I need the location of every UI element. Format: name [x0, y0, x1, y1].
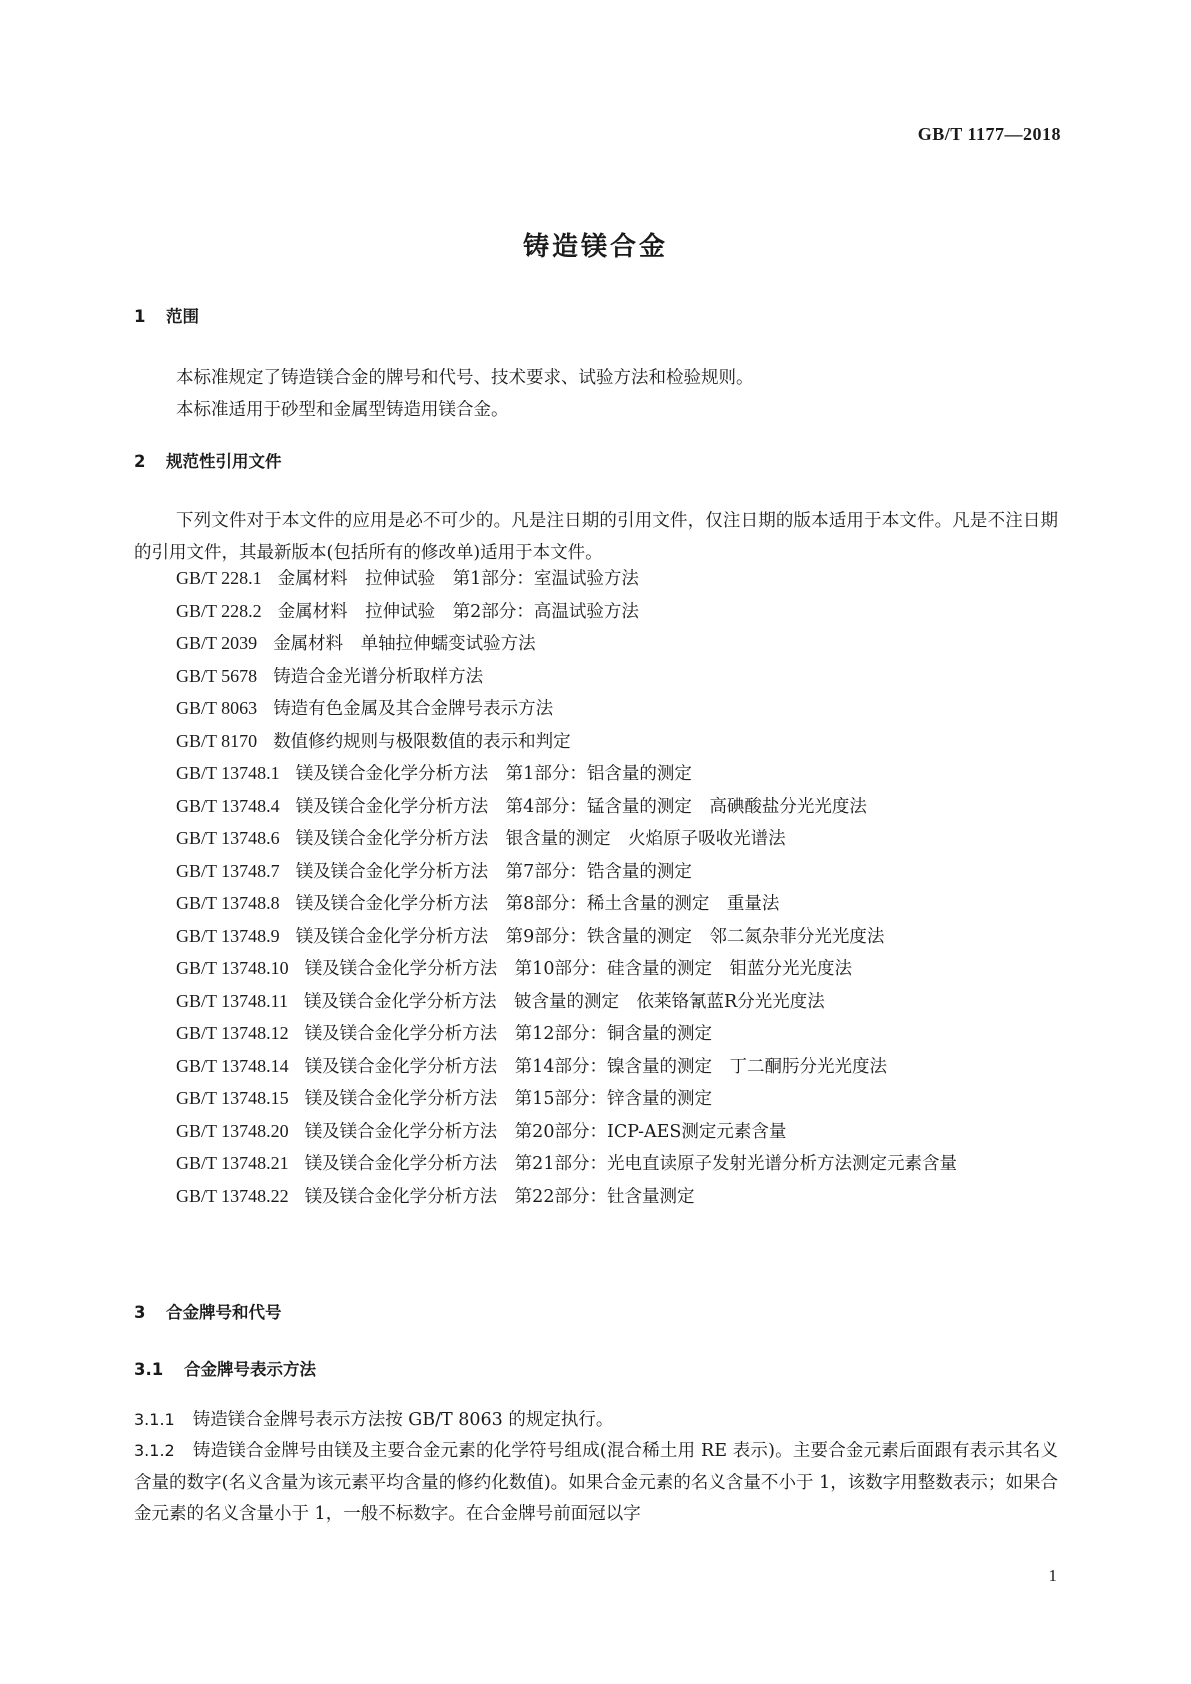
reference-item [134, 1181, 1058, 1214]
reference-code: GB/T 228.1 [176, 568, 262, 588]
reference-item [134, 986, 1058, 1019]
clause-number: 3.1.1 [134, 1410, 175, 1429]
clause-number: 3.1.2 [134, 1441, 175, 1460]
reference-title: 镁及镁合金化学分析方法 第21部分：光电直读原子发射光谱分析方法测定元素含量 [304, 1154, 957, 1174]
reference-title: 镁及镁合金化学分析方法 第12部分：铜含量的测定 [304, 1024, 712, 1044]
reference-title: 铸造有色金属及其合金牌号表示方法 [273, 699, 554, 719]
reference-code: GB/T 13748.12 [176, 1023, 289, 1043]
reference-title: 金属材料 拉伸试验 第1部分：室温试验方法 [277, 569, 639, 589]
reference-code: GB/T 13748.9 [176, 925, 280, 946]
reference-code: GB/T 13748.21 [176, 1153, 289, 1173]
reference-title: 铸造合金光谱分析取样方法 [273, 666, 484, 687]
section-title: 范围 [166, 307, 199, 326]
reference-code: GB/T 2039 [176, 633, 258, 653]
reference-item [134, 1148, 1058, 1181]
reference-title: 镁及镁合金化学分析方法 第14部分：镍含量的测定 丁二酮肟分光光度法 [304, 1056, 887, 1077]
reference-item [134, 1083, 1058, 1116]
reference-title: 数值修约规则与极限数值的表示和判定 [273, 731, 571, 752]
reference-code: GB/T 8063 [176, 698, 258, 718]
reference-item [134, 628, 1058, 661]
section-title: 规范性引用文件 [166, 452, 282, 471]
reference-item [134, 596, 1058, 629]
reference-item [134, 856, 1058, 889]
section-title: 合金牌号和代号 [166, 1303, 282, 1322]
reference-code: GB/T 13748.14 [176, 1055, 289, 1076]
page-number: 1 [1048, 1566, 1057, 1585]
reference-item [134, 953, 1058, 986]
reference-code: GB/T 13748.6 [176, 828, 280, 848]
document-title: 铸造镁合金 [522, 232, 668, 262]
reference-code: GB/T 13748.11 [176, 990, 289, 1011]
section-2-heading [134, 450, 282, 474]
reference-item [134, 823, 1058, 856]
reference-title: 金属材料 拉伸试验 第2部分：高温试验方法 [277, 601, 639, 622]
reference-item [134, 1018, 1058, 1051]
reference-code: GB/T 13748.20 [176, 1120, 289, 1141]
reference-item [134, 563, 1058, 596]
reference-title: 镁及镁合金化学分析方法 第22部分：钍含量测定 [304, 1186, 695, 1207]
reference-item [134, 1116, 1058, 1149]
reference-code: GB/T 8170 [176, 730, 258, 751]
reference-title: 镁及镁合金化学分析方法 第20部分：ICP-AES测定元素含量 [304, 1121, 787, 1142]
section-1-body [134, 363, 1058, 426]
reference-item [134, 758, 1058, 791]
clause-3-1-1 [134, 1404, 1058, 1437]
reference-code: GB/T 13748.8 [176, 893, 280, 913]
reference-title: 镁及镁合金化学分析方法 第7部分：锆含量的测定 [295, 861, 692, 882]
reference-code: GB/T 13748.1 [176, 763, 280, 783]
reference-code: GB/T 5678 [176, 665, 258, 686]
reference-title: 镁及镁合金化学分析方法 第4部分：锰含量的测定 高碘酸盐分光光度法 [295, 796, 867, 817]
reference-title: 镁及镁合金化学分析方法 第9部分：铁含量的测定 邻二氮杂菲分光光度法 [295, 926, 885, 947]
reference-item [134, 1051, 1058, 1084]
reference-title: 镁及镁合金化学分析方法 铍含量的测定 依莱铬氰蓝R分光光度法 [304, 991, 825, 1012]
reference-code: GB/T 13748.15 [176, 1088, 289, 1108]
section-number: 1 [134, 307, 146, 326]
reference-title: 镁及镁合金化学分析方法 第8部分：稀土含量的测定 重量法 [295, 894, 780, 914]
reference-title: 镁及镁合金化学分析方法 第15部分：锌含量的测定 [304, 1089, 712, 1109]
paragraph: 本标准适用于砂型和金属型铸造用镁合金。 [176, 399, 509, 420]
reference-item [134, 661, 1058, 694]
reference-code: GB/T 13748.22 [176, 1185, 289, 1206]
normative-reference-list [134, 563, 1058, 1213]
paragraph: 本标准规定了铸造镁合金的牌号和代号、技术要求、试验方法和检验规则。 [176, 368, 754, 388]
clause-text: 铸造镁合金牌号表示方法按 GB/T 8063 的规定执行。 [192, 1410, 614, 1430]
clause-text: 铸造镁合金牌号由镁及主要合金元素的化学符号组成(混合稀土用 RE 表示)。主要合金元素后面跟有表示其名义含量的数字(名义含量为该元素平均含量的修约化数值)。如果合金元素的名义含量不小于 1，该数字用整数表示；如果合金元素的名义含量小于 1，一般不标数字。在合金牌号前面冠以字 [134, 1441, 1058, 1524]
reference-title: 金属材料 单轴拉伸蠕变试验方法 [273, 634, 536, 654]
section-3-heading [134, 1301, 282, 1325]
subsection-3-1-heading [134, 1358, 316, 1382]
reference-item [134, 693, 1058, 726]
clause-3-1-2 [134, 1435, 1058, 1531]
reference-item [134, 726, 1058, 759]
section-number: 3 [134, 1303, 146, 1322]
subsection-number: 3.1 [134, 1360, 164, 1379]
reference-item [134, 921, 1058, 954]
reference-code: GB/T 13748.4 [176, 795, 280, 816]
document-code: GB/T 1177—2018 [917, 124, 1061, 144]
reference-item [134, 791, 1058, 824]
subsection-title: 合金牌号表示方法 [184, 1360, 316, 1379]
reference-code: GB/T 13748.10 [176, 958, 289, 978]
section-number: 2 [134, 452, 146, 471]
reference-title: 镁及镁合金化学分析方法 第10部分：硅含量的测定 钼蓝分光光度法 [304, 959, 852, 979]
reference-code: GB/T 228.2 [176, 600, 262, 621]
section-1-heading [134, 305, 199, 329]
reference-item [134, 888, 1058, 921]
reference-code: GB/T 13748.7 [176, 860, 280, 881]
reference-title: 镁及镁合金化学分析方法 银含量的测定 火焰原子吸收光谱法 [295, 829, 786, 849]
section-2-intro: 下列文件对于本文件的应用是必不可少的。凡是注日期的引用文件，仅注日期的版本适用于本文件。凡是不注日期的引用文件，其最新版本(包括所有的修改单)适用于本文件。 [134, 511, 1058, 563]
reference-title: 镁及镁合金化学分析方法 第1部分：铝含量的测定 [295, 764, 692, 784]
